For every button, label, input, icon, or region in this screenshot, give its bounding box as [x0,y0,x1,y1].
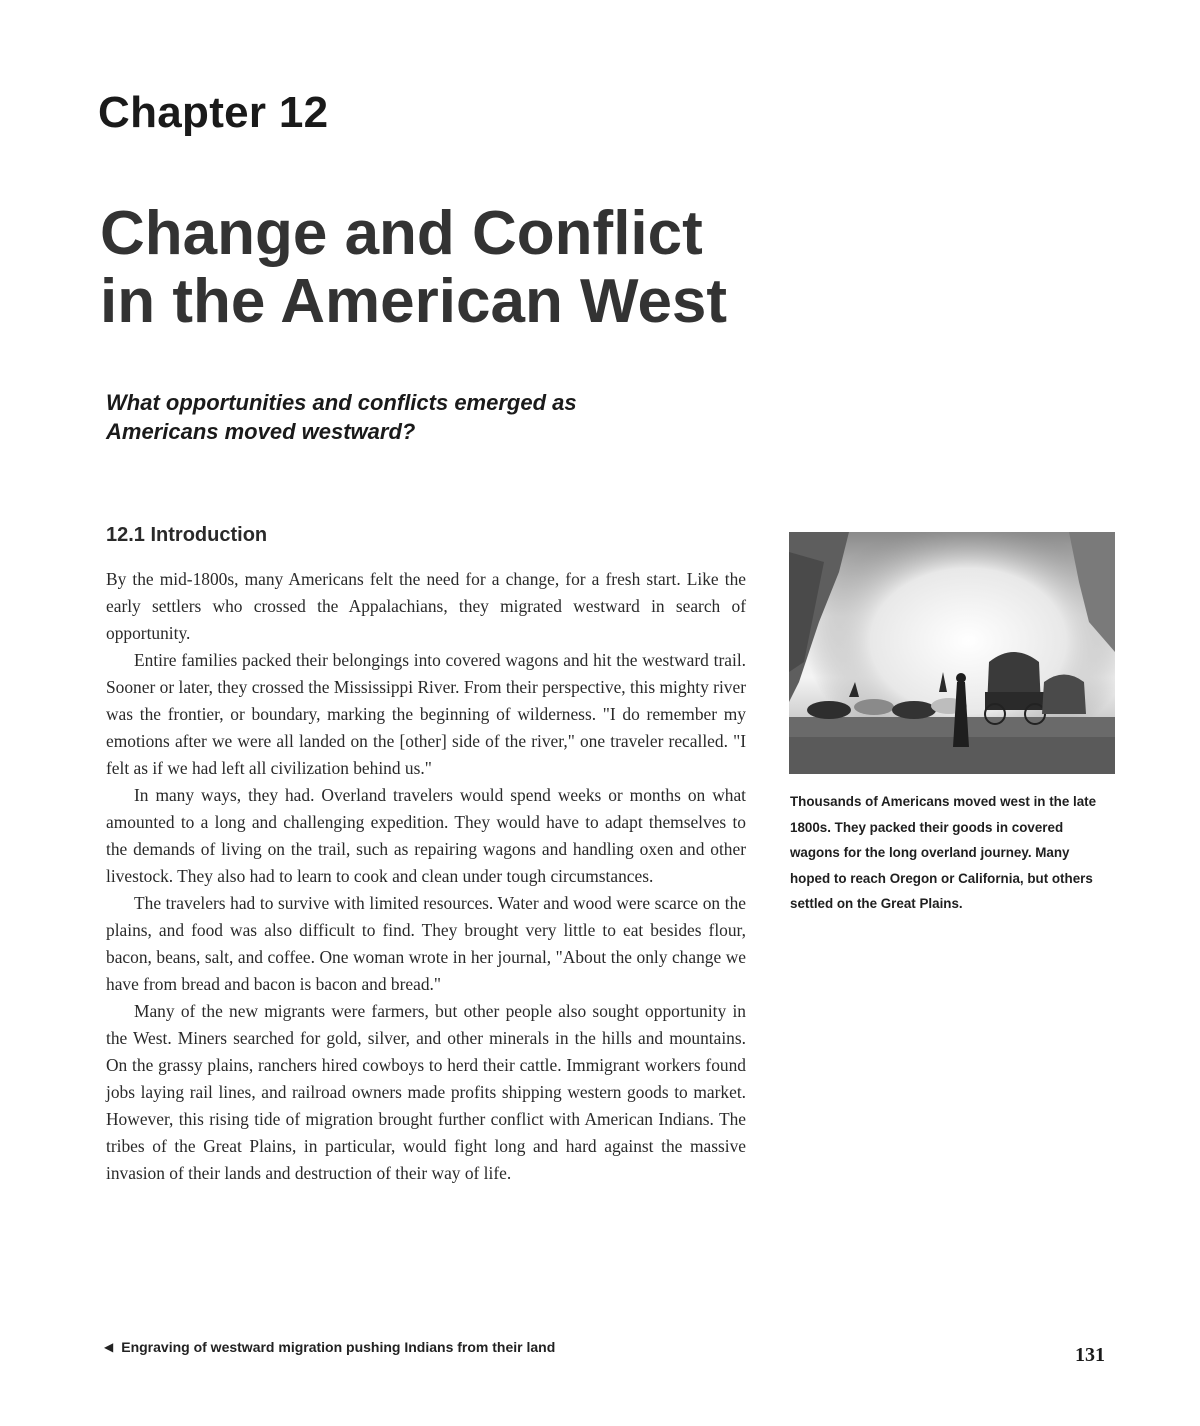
left-triangle-icon: ◀ [104,1340,114,1354]
paragraph: In many ways, they had. Overland travelers would spend weeks or months on what amounted to a long and challenging expedition. They would have to adapt themselves to the demands of living on the trail, such as repairing wagons and handling oxen and other livestock. They also had to learn to cook and clean under tough circumstances. [106,785,746,886]
chapter-title-line-2: in the American West [100,267,728,336]
paragraph: By the mid-1800s, many Americans felt the need for a change, for a fresh start. Like the early settlers who crossed the Appalachians, they migrated westward in search of opportunity. [106,569,746,643]
chapter-title [100,200,820,336]
essential-question-line-1: What opportunities and conflicts emerged as [106,390,577,415]
paragraph: The travelers had to survive with limited resources. Water and wood were scarce on the plains, and food was also difficult to find. They brought very little to eat besides flour, bacon, beans, salt, and coffee. One woman wrote in her journal, "About the only change we have from bread and bacon is bacon and bread." [106,893,746,994]
ox [892,701,936,719]
body-text [106,566,746,1187]
photo-caption: Thousands of Americans moved west in the late 1800s. They packed their goods in covered wagons for the long overland journey. Many hoped to reach Oregon or California, but others settled on the Great Plains. [790,794,1097,911]
ox [854,699,894,715]
paragraph: Many of the new migrants were farmers, but other people also sought opportunity in the West. Miners searched for gold, silver, and other minerals in the hills and mountains. On the grassy plains, ranchers hired cowboys to herd their cattle. Immigrant workers found jobs laying rail lines, and railroad owners made profits shipping western goods to market. However, this rising tide of migration brought further conflict with American Indians. The tribes of the Great Plains, in particular, would fight long and hard against the massive invasion of their lands and destruction of their way of life. [106,1001,746,1183]
wagon-cover-2 [1042,675,1086,715]
essential-question [106,388,706,446]
footer-note-text: Engraving of westward migration pushing Indians from their land [121,1339,556,1355]
section-heading: 12.1 Introduction [106,524,268,546]
essential-question-line-2: Americans moved westward? [106,419,416,444]
wagon-train-illustration [789,532,1115,774]
figure-head [956,673,966,683]
chapter-label: Chapter 12 [98,88,329,137]
ox [807,701,851,719]
wagon-train-photo [789,532,1115,774]
ground-foreground [789,737,1115,774]
footer-note [104,1339,555,1355]
paragraph: Entire families packed their belongings into covered wagons and hit the westward trail. Sooner or later, they crossed the Mississippi River. From their perspective, this mighty river was the frontier, or boundary, marking the beginning of wilderness. "I do remember my emotions after we were all landed on the [other] side of the river," one traveler recalled. "I felt as if we had left all civilization behind us." [106,650,746,778]
page-number: 131 [1075,1344,1105,1366]
wagon-body [985,692,1045,710]
chapter-title-line-1: Change and Conflict [100,199,703,268]
